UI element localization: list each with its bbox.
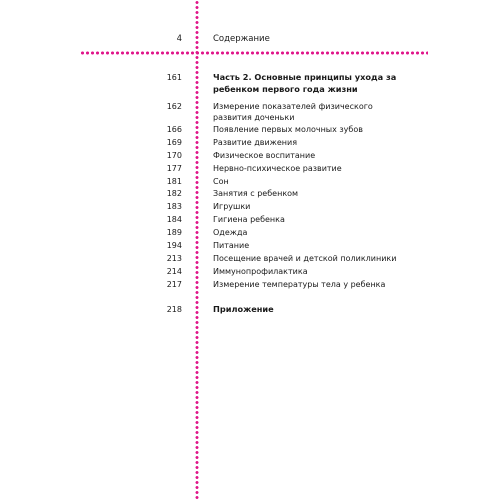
- toc-page-number: 182: [166, 189, 182, 198]
- toc-title: Посещение врачей и детской поликлиники: [213, 254, 397, 263]
- toc-page-number: 169: [166, 138, 182, 147]
- toc-title: Измерение показателей физического развития доченьки: [213, 102, 373, 122]
- horizontal-dotted-guide: [80, 51, 428, 55]
- toc-title: Приложение: [213, 304, 274, 314]
- toc-title: Появление первых молочных зубов: [213, 125, 363, 134]
- toc-page-number: 183: [166, 202, 182, 211]
- toc-page-number: 214: [166, 267, 182, 276]
- running-page-number: 4: [176, 34, 182, 44]
- toc-title: Иммунопрофилактика: [213, 267, 308, 276]
- toc-title: Часть 2. Основные принципы ухода за ребенком первого года жизни: [213, 72, 397, 94]
- toc-page-number: 161: [166, 73, 182, 82]
- toc-page-number: 162: [166, 102, 182, 111]
- toc-title: Сон: [213, 177, 229, 186]
- toc-page-number: 181: [166, 177, 182, 186]
- vertical-dotted-guide: [195, 0, 199, 500]
- toc-page-number: 166: [166, 125, 182, 134]
- toc-page-number: 170: [166, 151, 182, 160]
- toc-title: Игрушки: [213, 202, 251, 211]
- toc-page-number: 189: [166, 228, 182, 237]
- toc-title: Физическое воспитание: [213, 151, 316, 160]
- toc-page-number: 218: [166, 305, 182, 314]
- toc-title: Занятия с ребенком: [213, 189, 299, 198]
- toc-title: Развитие движения: [213, 138, 298, 147]
- toc-page-number: 194: [166, 241, 182, 250]
- running-header-title: Содержание: [213, 34, 270, 44]
- toc-title: Питание: [213, 241, 250, 250]
- toc-title: Нервно-психическое развитие: [213, 164, 342, 173]
- toc-page-number: 217: [166, 280, 182, 289]
- toc-title: Измерение температуры тела у ребенка: [213, 280, 386, 289]
- toc-page-number: 213: [166, 254, 182, 263]
- toc-page-number: 184: [166, 215, 182, 224]
- toc-title: Одежда: [213, 228, 248, 237]
- toc-page-number: 177: [166, 164, 182, 173]
- toc-title: Гигиена ребенка: [213, 215, 285, 224]
